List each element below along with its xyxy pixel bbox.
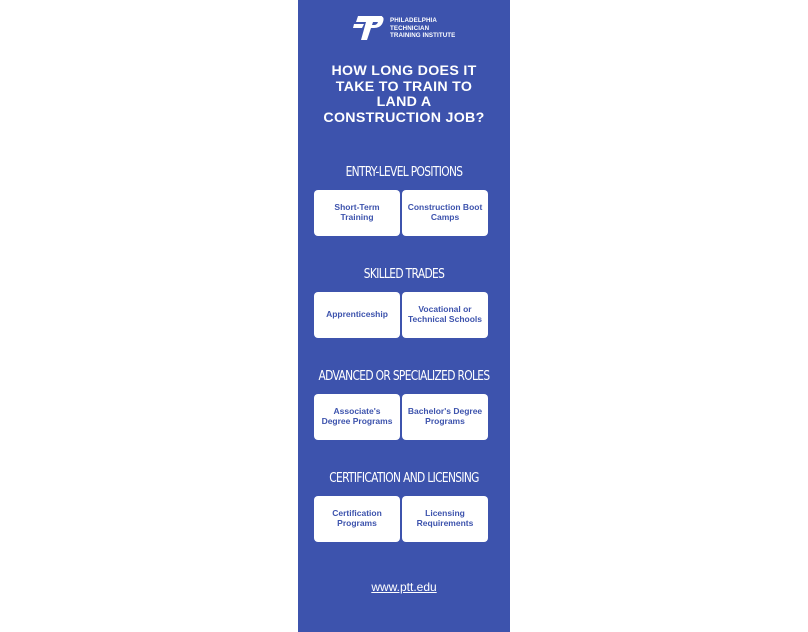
card-bachelors-degree — [402, 394, 488, 440]
card-label: Construction Boot Camps — [407, 202, 483, 222]
card-label: Certification Programs — [332, 508, 382, 528]
section-heading-skilled-trades: SKILLED TRADES — [363, 267, 445, 282]
ptti-logo-mark-icon — [352, 14, 384, 42]
title-line: CONSTRUCTION JOB? — [323, 109, 485, 126]
title-line: TAKE TO TRAIN TO — [335, 78, 473, 95]
card-label: Associate's Degree Programs — [321, 406, 393, 426]
title-line: HOW LONG DOES IT — [331, 63, 477, 79]
section-heading-advanced-roles: ADVANCED OR SPECIALIZED ROLES — [318, 369, 490, 384]
card-label: Vocational or Technical Schools — [407, 304, 482, 324]
card-vocational-technical-schools — [402, 292, 488, 338]
logo-line: TRAINING INSTITUTE — [390, 32, 456, 39]
infographic-panel — [298, 0, 510, 632]
card-label: Apprenticeship — [326, 309, 388, 320]
card-apprenticeship — [314, 292, 400, 338]
card-label: Short-Term Training — [334, 202, 380, 222]
card-associates-degree — [314, 394, 400, 440]
page-title — [298, 64, 510, 126]
card-certification-programs — [314, 496, 400, 542]
card-short-term-training — [314, 190, 400, 236]
card-licensing-requirements — [402, 496, 488, 542]
footer-website-link[interactable]: www.ptt.edu — [371, 580, 437, 594]
section-heading-entry-level: ENTRY-LEVEL POSITIONS — [345, 165, 463, 180]
card-label: Bachelor's Degree Programs — [407, 406, 483, 426]
ptti-logo — [352, 14, 462, 42]
logo-line: TECHNICIAN — [390, 24, 430, 32]
card-label: Licensing Requirements — [416, 508, 474, 528]
logo-wordmark — [390, 17, 455, 40]
title-line: LAND A — [376, 94, 432, 111]
logo-line: PHILADELPHIA — [390, 17, 437, 24]
section-heading-certification-licensing: CERTIFICATION AND LICENSING — [329, 471, 479, 486]
card-construction-boot-camps — [402, 190, 488, 236]
